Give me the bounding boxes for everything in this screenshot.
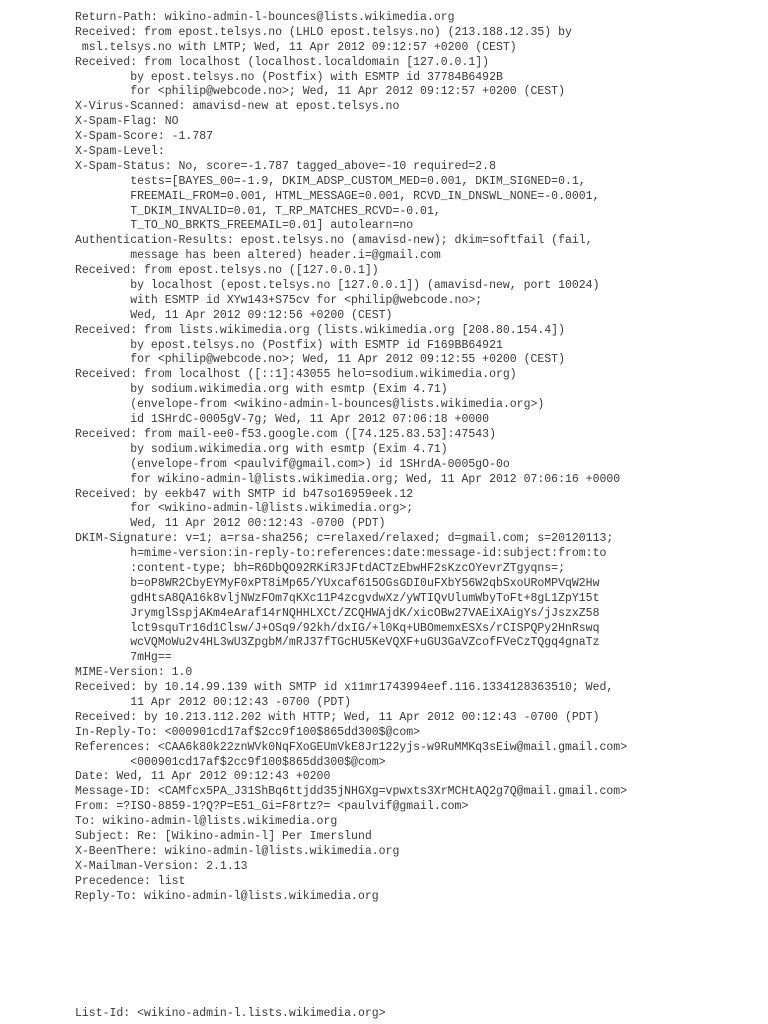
header-line: MIME-Version: 1.0 bbox=[75, 666, 193, 680]
header-line: Reply-To: wikino-admin-l@lists.wikimedia.org bbox=[75, 889, 379, 903]
header-line: h=mime-version:in-reply-to:references:date:message-id:subject:from:to bbox=[75, 547, 607, 561]
header-line: To: wikino-admin-l@lists.wikimedia.org bbox=[75, 815, 338, 829]
header-line: gdHtsA8QA16k8vljNWzFOm7qKXc11P4zcgvdwXz/yWTIQvUlumWbyToFt+8gL1ZpY15t bbox=[75, 591, 600, 605]
header-line: by sodium.wikimedia.org with esmtp (Exim 4.71) bbox=[75, 442, 448, 456]
header-line: X-Spam-Score: -1.787 bbox=[75, 130, 214, 144]
header-line: <000901cd17af$2cc9f100$865dd300$@com> bbox=[75, 755, 386, 769]
header-line: X-Spam-Status: No, score=-1.787 tagged_above=-10 required=2.8 bbox=[75, 159, 496, 173]
header-line: Received: from epost.telsys.no ([127.0.0.1]) bbox=[75, 264, 379, 278]
email-headers-block bbox=[75, 11, 765, 904]
header-line: Return-Path: wikino-admin-l-bounces@lists.wikimedia.org bbox=[75, 11, 455, 24]
header-line: X-Mailman-Version: 2.1.13 bbox=[75, 859, 248, 873]
header-line: T_DKIM_INVALID=0.01, T_RP_MATCHES_RCVD=-0.01, bbox=[75, 204, 441, 218]
header-line: for <philip@webcode.no>; Wed, 11 Apr 2012 09:12:55 +0200 (CEST) bbox=[75, 353, 565, 367]
header-line: message has been altered) header.i=@gmail.com bbox=[75, 249, 441, 263]
header-line: Received: from lists.wikimedia.org (lists.wikimedia.org [208.80.154.4]) bbox=[75, 323, 565, 337]
header-line: Message-ID: <CAMfcx5PA_J31ShBq6ttjdd35jNHGXg=vpwxts3XrMCHtAQ2g7Q@mail.gmail.com> bbox=[75, 785, 628, 799]
header-line: by sodium.wikimedia.org with esmtp (Exim 4.71) bbox=[75, 383, 448, 397]
header-line: for <philip@webcode.no>; Wed, 11 Apr 2012 09:12:57 +0200 (CEST) bbox=[75, 85, 565, 99]
header-line: T_TO_NO_BRKTS_FREEMAIL=0.01] autolearn=no bbox=[75, 219, 414, 233]
header-line: From: =?ISO-8859-1?Q?P=E51_Gi=F8rtz?= <paulvif@gmail.com> bbox=[75, 800, 469, 814]
email-headers-continued bbox=[75, 1007, 765, 1022]
header-line: Wed, 11 Apr 2012 00:12:43 -0700 (PDT) bbox=[75, 517, 386, 531]
header-line: Wed, 11 Apr 2012 09:12:56 +0200 (CEST) bbox=[75, 308, 393, 322]
header-line: Received: by eekb47 with SMTP id b47so16959eek.12 bbox=[75, 487, 414, 501]
header-line: X-Spam-Level: bbox=[75, 145, 165, 159]
header-line: Subject: Re: [Wikino-admin-l] Per Imerslund bbox=[75, 829, 372, 843]
header-line: msl.telsys.no with LMTP; Wed, 11 Apr 2012 09:12:57 +0200 (CEST) bbox=[75, 40, 517, 54]
header-line: 11 Apr 2012 00:12:43 -0700 (PDT) bbox=[75, 695, 352, 709]
header-line: Precedence: list bbox=[75, 874, 186, 888]
header-line: (envelope-from <wikino-admin-l-bounces@lists.wikimedia.org>) bbox=[75, 398, 545, 412]
header-line: Received: from mail-ee0-f53.google.com ([74.125.83.53]:47543) bbox=[75, 427, 496, 441]
header-line: b=oP8WR2CbyEYMyF0xPT8iMp65/YUxcaf615OGsGDI0uFXbY56W2qbSxoURoMPVqW2Hw bbox=[75, 576, 600, 590]
header-line: References: <CAA6k80k22znWVk0NqFXoGEUmVkE8Jr122yjs-w9RuMMKq3sEiw@mail.gmail.com> bbox=[75, 740, 628, 754]
header-line: wcVQMoWu2v4HL3wU3ZpgbM/mRJ37fTGcHU5KeVQXF+uGU3GaVZcofFVeCzTQgq4gnaTz bbox=[75, 636, 600, 650]
header-line: tests=[BAYES_00=-1.9, DKIM_ADSP_CUSTOM_MED=0.001, DKIM_SIGNED=0.1, bbox=[75, 174, 586, 188]
header-line: Received: by 10.14.99.139 with SMTP id x11mr1743994eef.116.1334128363510; Wed, bbox=[75, 681, 614, 695]
header-line: Received: from localhost (localhost.localdomain [127.0.0.1]) bbox=[75, 55, 490, 69]
header-line: by localhost (epost.telsys.no [127.0.0.1]) (amavisd-new, port 10024) bbox=[75, 279, 600, 293]
header-line: X-Virus-Scanned: amavisd-new at epost.telsys.no bbox=[75, 100, 400, 114]
header-line: Received: from epost.telsys.no (LHLO epost.telsys.no) (213.188.12.35) by bbox=[75, 25, 572, 39]
header-line: lct9squTr16d1Clsw/J+OSq9/92kh/dxIG/+l0Kq+UBOmemxESXs/rCISPQPy2HnRswq bbox=[75, 621, 600, 635]
header-line: DKIM-Signature: v=1; a=rsa-sha256; c=relaxed/relaxed; d=gmail.com; s=20120113; bbox=[75, 532, 614, 546]
header-line: with ESMTP id XYw143+S75cv for <philip@webcode.no>; bbox=[75, 293, 483, 307]
header-line: for wikino-admin-l@lists.wikimedia.org; Wed, 11 Apr 2012 07:06:16 +0000 bbox=[75, 472, 621, 486]
header-line: Authentication-Results: epost.telsys.no (amavisd-new); dkim=softfail (fail, bbox=[75, 234, 593, 248]
header-line: List-Id: <wikino-admin-l.lists.wikimedia.org> bbox=[75, 1007, 386, 1020]
header-line: Received: by 10.213.112.202 with HTTP; Wed, 11 Apr 2012 00:12:43 -0700 (PDT) bbox=[75, 710, 600, 724]
header-line: for <wikino-admin-l@lists.wikimedia.org>; bbox=[75, 502, 414, 516]
header-line: X-Spam-Flag: NO bbox=[75, 115, 179, 129]
header-line: (envelope-from <paulvif@gmail.com>) id 1SHrdA-0005gO-0o bbox=[75, 457, 510, 471]
header-line: Date: Wed, 11 Apr 2012 09:12:43 +0200 bbox=[75, 770, 331, 784]
header-line: id 1SHrdC-0005gV-7g; Wed, 11 Apr 2012 07:06:18 +0000 bbox=[75, 413, 490, 427]
header-line: by epost.telsys.no (Postfix) with ESMTP id F169BB64921 bbox=[75, 338, 503, 352]
header-line: In-Reply-To: <000901cd17af$2cc9f100$865dd300$@com> bbox=[75, 725, 421, 739]
header-line: FREEMAIL_FROM=0.001, HTML_MESSAGE=0.001, RCVD_IN_DNSWL_NONE=-0.0001, bbox=[75, 189, 600, 203]
header-line: :content-type; bh=R6DbQO92RKiR3JFtdACTzEbwHF2sKzcOYevrZTgyqns=; bbox=[75, 561, 565, 575]
header-line: X-BeenThere: wikino-admin-l@lists.wikimedia.org bbox=[75, 844, 400, 858]
header-line: JrymglSspjAKm4eAraf14rNQHHLXCt/ZCQHWAjdK/xicOBw27VAEiXAigYs/jJszxZ58 bbox=[75, 606, 600, 620]
header-line: by epost.telsys.no (Postfix) with ESMTP id 37784B6492B bbox=[75, 70, 503, 84]
header-line: 7mHg== bbox=[75, 651, 172, 665]
header-line: Received: from localhost ([::1]:43055 helo=sodium.wikimedia.org) bbox=[75, 368, 517, 382]
